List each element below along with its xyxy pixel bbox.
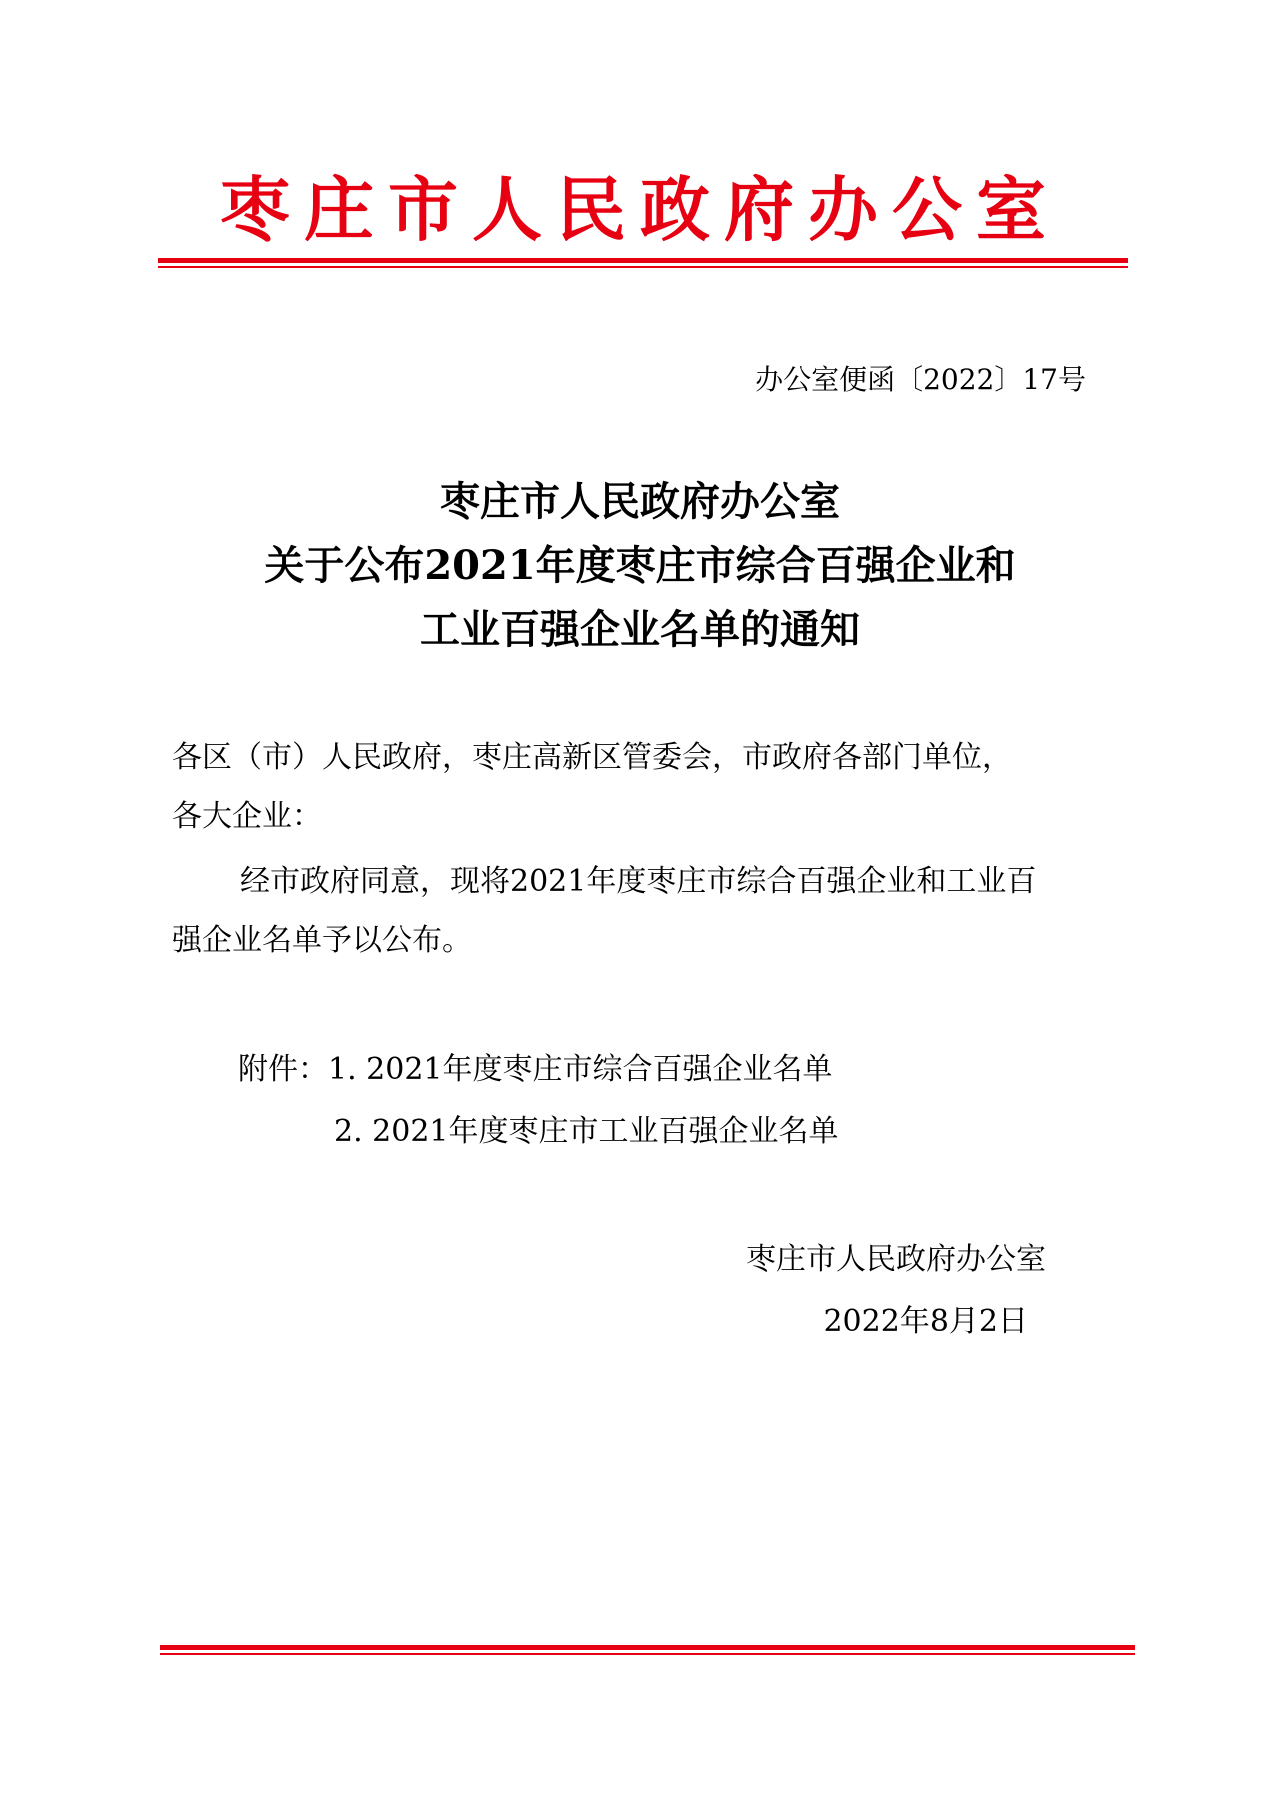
- title-line-3: 工业百强企业名单的通知: [420, 606, 860, 653]
- footer-thick-line: [160, 1645, 1135, 1650]
- attachment-item-2: 2. 2021年度枣庄市工业百强企业名单: [334, 1114, 839, 1149]
- document-title: [160, 470, 1120, 662]
- document-number: 办公室便函〔2022〕17号: [755, 363, 1086, 396]
- signature-org: 枣庄市人民政府办公室: [746, 1242, 1046, 1277]
- attachment-label: 附件：: [238, 1052, 328, 1087]
- recipients-line-1: 各区（市）人民政府，枣庄高新区管委会，市政府各部门单位，: [172, 740, 1012, 775]
- signature-date: 2022年8月2日: [823, 1304, 1028, 1339]
- divider-thin-line: [158, 266, 1128, 268]
- attachment-item-1-text: 1. 2021年度枣庄市综合百强企业名单: [328, 1052, 833, 1087]
- body-paragraph-line-1: 经市政府同意，现将2021年度枣庄市综合百强企业和工业百: [240, 864, 1037, 899]
- footer-thin-line: [160, 1653, 1135, 1655]
- recipients-line-2: 各大企业：: [172, 799, 322, 834]
- body-paragraph-line-2: 强企业名单予以公布。: [172, 923, 472, 958]
- masthead-org-name: 枣庄市人民政府办公室: [220, 168, 1060, 251]
- title-line-1: 枣庄市人民政府办公室: [440, 478, 840, 525]
- title-line-2: 关于公布2021年度枣庄市综合百强企业和: [264, 542, 1016, 589]
- divider-thick-line: [158, 258, 1128, 263]
- attachment-item-1: [238, 1050, 1198, 1090]
